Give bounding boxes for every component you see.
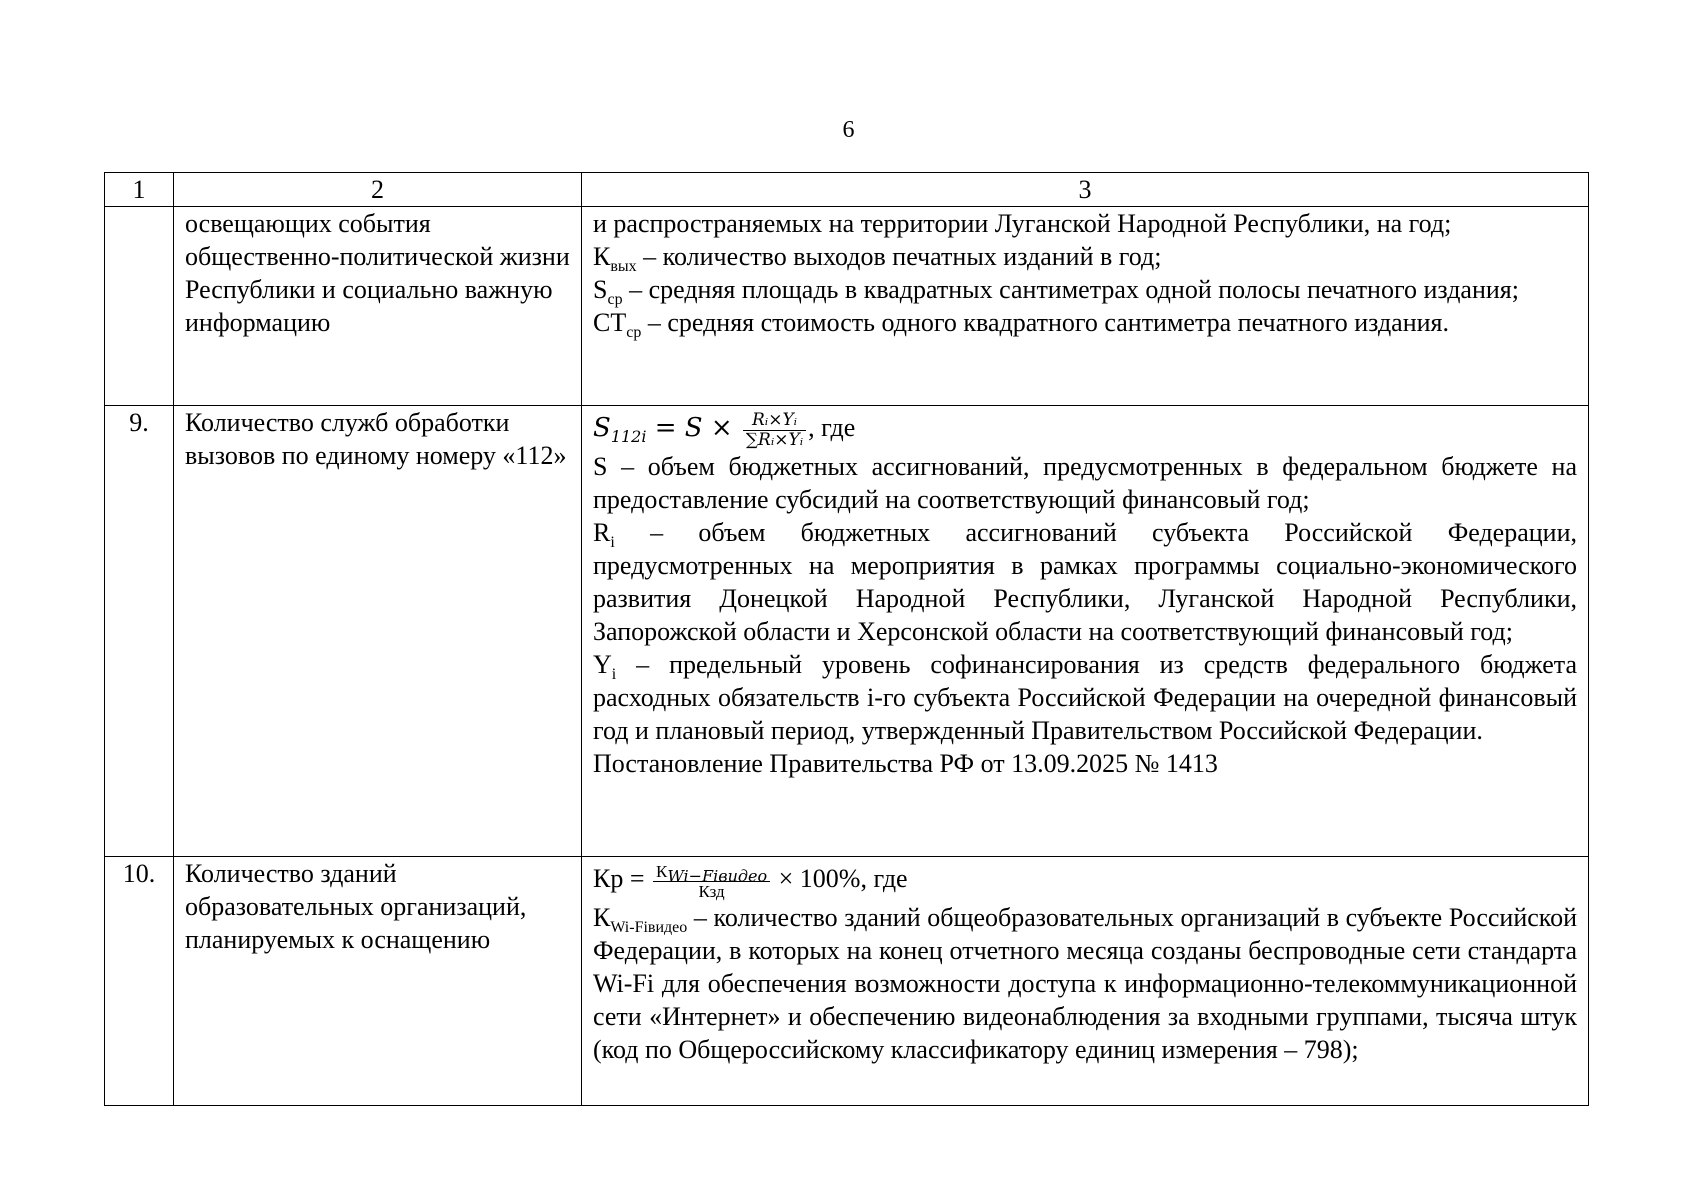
definition-text: – средняя стоимость одного квадратного сантиметра печатного издания. [641, 308, 1449, 337]
indicator-name: Количество зданий образовательных организаций, планируемых к оснащению [174, 857, 582, 1106]
table-row [105, 857, 1589, 1106]
symbol-subscript: i [610, 534, 615, 552]
formula-equals: = S × [646, 413, 741, 443]
symbol-subscript: i [611, 666, 617, 684]
table-row [105, 207, 1589, 406]
numerator-symbol: К [656, 861, 668, 881]
symbol: Y [593, 650, 612, 679]
column-header-2: 2 [174, 173, 582, 207]
fraction-denominator: ∑Rᵢ×Yᵢ [745, 429, 804, 450]
source-reference: Постановление Правительства РФ от 13.09.2025 № 1413 [593, 749, 1218, 778]
column-header-3: 3 [582, 173, 1589, 207]
formula-suffix: , где [808, 413, 856, 442]
formula-lhs-subscript: 112i [610, 427, 647, 447]
symbol: R [593, 518, 611, 547]
symbol-subscript: вых [610, 258, 637, 276]
definition-s: S – объем бюджетных ассигнований, предусмотренных в федеральном бюджете на предоставление субсидий на соответствующий финансовый год; [593, 452, 1577, 514]
indicator-name: Количество служб обработки вызовов по единому номеру «112» [174, 406, 582, 857]
methodology-cell [582, 857, 1589, 1106]
fraction-numerator [653, 861, 770, 885]
definition-y [593, 648, 1577, 747]
formula-suffix: × 100%, где [772, 864, 908, 893]
formula-s112 [593, 406, 1577, 450]
row-number: 9. [105, 406, 174, 857]
numerator-subscript: Wi−Fiвидео [667, 865, 768, 885]
fraction-numerator: Rᵢ×Yᵢ [743, 411, 806, 431]
symbol-subscript: ср [626, 324, 642, 342]
table-row [105, 406, 1589, 857]
column-header-1: 1 [105, 173, 174, 207]
definition-text: – количество зданий общеобразовательных организаций в субъекте Российской Федерации, в которых на конец отчетного месяца созданы беспроводные сети стандарта Wi-Fi для обеспечения возможности доступа к информационно-телекоммуникационной сети «Интернет» и обеспечению видеонаблюдения за входными группами, тысяча штук (код по Общероссийскому классификатору единиц измерения – 798); [593, 903, 1577, 1064]
methodology-cell [582, 406, 1589, 857]
symbol-subscript: Wi-Fiвидео [610, 919, 688, 937]
formula-fraction [743, 411, 806, 450]
definition-r [593, 516, 1577, 648]
row-number: 10. [105, 857, 174, 1106]
table-header-row [105, 173, 1589, 207]
fraction-denominator: Кзд [698, 881, 725, 901]
symbol-subscript: ср [607, 291, 623, 309]
symbol: S [593, 275, 608, 304]
definition-text: – количество выходов печатных изданий в год; [636, 242, 1162, 271]
formula-fraction [653, 862, 770, 901]
row-number [105, 207, 174, 406]
definition-text: – объем бюджетных ассигнований субъекта Российской Федерации, предусмотренных на мероприятия в рамках программы социально-экономического развития Донецкой Народной Республики, Луганской Народной Республики, Запорожской области и Херсонской области на соответствующий финансовый год; [593, 518, 1577, 646]
definition-k-wifi [593, 901, 1577, 1066]
methodology-cell [582, 207, 1589, 406]
symbol: К [593, 242, 611, 271]
formula-lhs: S [593, 413, 611, 443]
indicator-name: освещающих события общественно-политической жизни Республики и социально важную информацию [174, 207, 582, 406]
methodology-line: и распространяемых на территории Луганской Народной Республики, на год; [593, 209, 1452, 238]
definition-text: – предельный уровень софинансирования из средств федерального бюджета расходных обязательств i-го субъекта Российской Федерации на очередной финансовый год и плановый период, утвержденный Правительством Российской Федерации. [593, 650, 1577, 745]
definition-s-avg [593, 273, 1577, 309]
page-number: 6 [842, 117, 855, 143]
definition-text: – средняя площадь в квадратных сантиметрах одной полосы печатного издания; [622, 275, 1519, 304]
definition-k-out [593, 240, 1577, 276]
definition-ct-avg [593, 306, 1577, 342]
symbol: К [593, 903, 611, 932]
formula-kr [593, 857, 1577, 901]
formula-lhs: Кр = [593, 864, 652, 893]
indicator-table [104, 172, 1589, 1106]
symbol: СТ [593, 308, 627, 337]
